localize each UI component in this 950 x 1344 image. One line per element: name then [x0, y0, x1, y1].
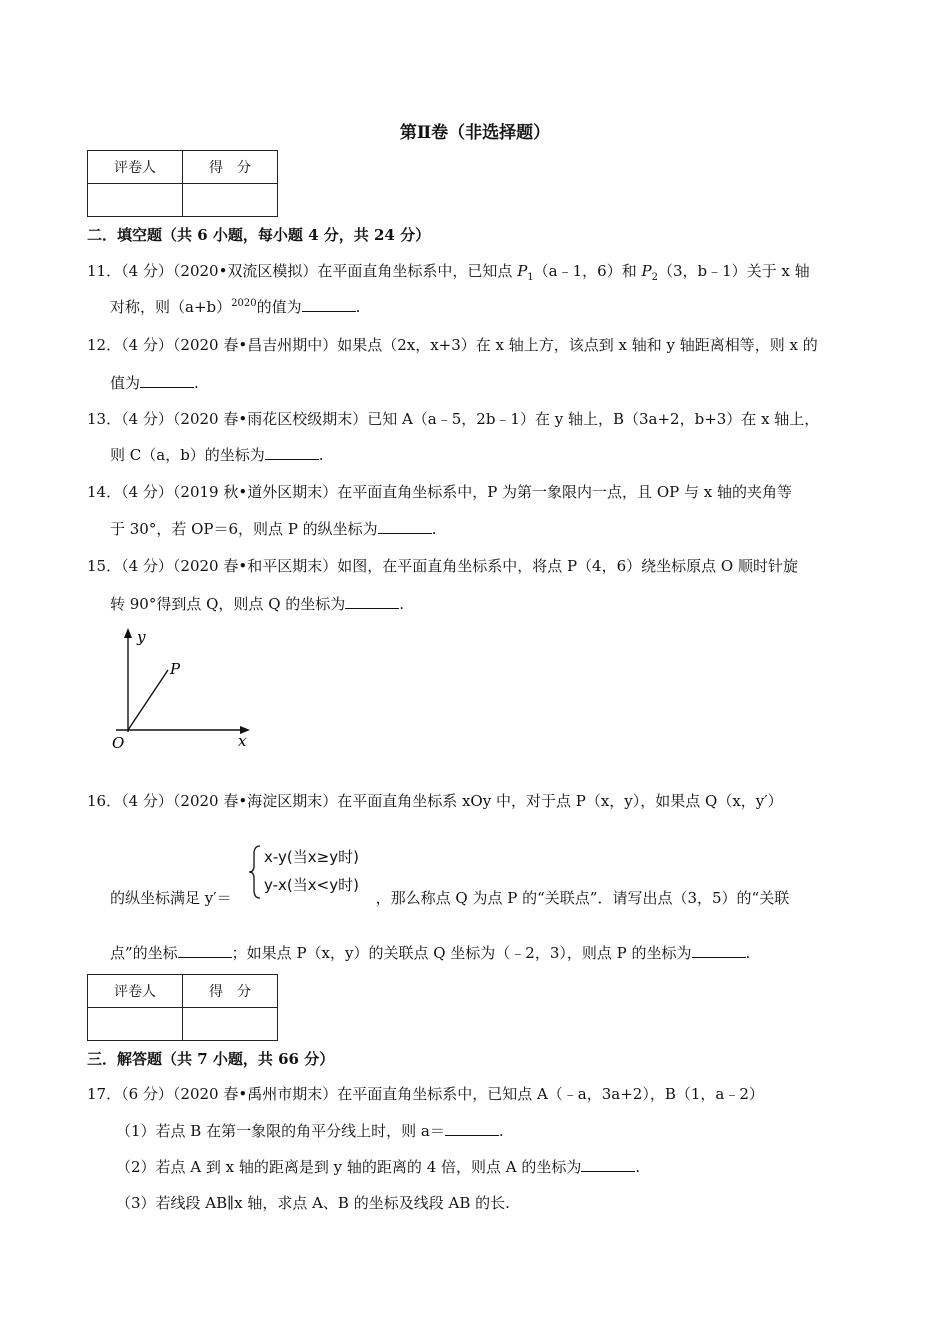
q17-part1: （1）若点 B 在第一象限的角平分线上时，则 a＝ .: [116, 1122, 504, 1140]
y-axis-arrow: [124, 628, 132, 638]
q16-line3: 点”的坐标 ；如果点 P（x，y）的关联点 Q 坐标为（﹣2，3），则点 P 的坐标为 .: [110, 944, 751, 962]
q17-part1-blank[interactable]: [445, 1123, 499, 1136]
q16-answer-blank-1[interactable]: [178, 945, 232, 958]
score-table-2-score-cell[interactable]: [183, 1008, 278, 1041]
q17-part2-blank[interactable]: [581, 1159, 635, 1172]
q15-answer-blank[interactable]: [345, 596, 399, 609]
score-table-grader-header: 评卷人: [88, 151, 183, 184]
q11-line2: 对称，则$(a+b)^{2020}$的值为 .: [110, 298, 361, 316]
score-table-2: [87, 974, 278, 1041]
section-3-heading: 三．解答题（共 7 小题，共 66 分）: [87, 1050, 335, 1068]
segment-op: [128, 670, 168, 730]
q17-line1: 17．（6 分）（2020 春•禹州市期末）在平面直角坐标系中，已知点 A（﹣a，3a+2），B（1，a﹣2）: [87, 1085, 764, 1103]
o-label: O: [112, 734, 125, 752]
q15-line2: 转 90°得到点 Q，则点 Q 的坐标为 .: [110, 595, 405, 613]
q13-line2: 则 C（a，b）的坐标为 .: [110, 446, 324, 464]
score-table-2-grader-cell[interactable]: [88, 1008, 183, 1041]
q11-answer-blank[interactable]: [302, 299, 356, 312]
score-table-score-cell[interactable]: [183, 184, 278, 217]
y-label: y: [137, 628, 146, 646]
q16-line1: 16．（4 分）（2020 春•海淀区期末）在平面直角坐标系 xOy 中，对于点 P（x，y），如果点 Q（x，y′）: [87, 792, 783, 810]
q16-answer-blank-2[interactable]: [692, 945, 746, 958]
score-table-grader-cell[interactable]: [88, 184, 183, 217]
piecewise-case-1: x-y(当x≥y时): [264, 848, 359, 866]
x-label: x: [238, 732, 247, 750]
page-title: 第Ⅱ卷（非选择题）: [399, 123, 551, 143]
q12-line1: 12．（4 分）（2020 春•昌吉州期中）如果点（2x，x+3）在 x 轴上方，该点到 x 轴和 y 轴距离相等，则 x 的: [87, 336, 818, 354]
score-table-score-header: 得 分: [183, 151, 278, 184]
score-table: [87, 150, 278, 217]
p-label: P: [170, 660, 181, 678]
q15-line1: 15．（4 分）（2020 春•和平区期末）如图，在平面直角坐标系中，将点 P（4，6）绕坐标原点 O 顺时针旋: [87, 557, 798, 575]
q17-part3: （3）若线段 AB∥x 轴，求点 A、B 的坐标及线段 AB 的长.: [116, 1194, 510, 1212]
q13-answer-blank[interactable]: [265, 447, 319, 460]
section-2-heading: 二．填空题（共 6 小题，每小题 4 分，共 24 分）: [87, 226, 431, 244]
q15-figure: [104, 624, 264, 754]
q12-answer-blank[interactable]: [140, 375, 194, 388]
q14-line2: 于 30°，若 OP＝6，则点 P 的纵坐标为 .: [110, 520, 437, 538]
score-table-2-score-header: 得 分: [183, 975, 278, 1008]
q14-line1: 14．（4 分）（2019 秋•道外区期末）在平面直角坐标系中，P 为第一象限内一点，且 OP 与 x 轴的夹角等: [87, 483, 792, 501]
q13-line1: 13．（4 分）（2020 春•雨花区校级期末）已知 A（a﹣5，2b﹣1）在 y 轴上，B（3a+2，b+3）在 x 轴上，: [87, 410, 820, 428]
q12-line2: 值为 .: [110, 374, 199, 392]
q16-line2: 的纵坐标满足 y′＝ ，那么称点 Q 为点 P 的“关联点”．请写出点（3，5）的“关联: [110, 889, 790, 907]
q17-part2: （2）若点 A 到 x 轴的距离是到 y 轴的距离的 4 倍，则点 A 的坐标为 .: [116, 1158, 641, 1176]
piecewise-case-2: y-x(当x<y时): [264, 876, 359, 894]
q14-answer-blank[interactable]: [378, 521, 432, 534]
score-table-2-grader-header: 评卷人: [88, 975, 183, 1008]
q11-line1: 11．（4 分）（2020•双流区模拟）在平面直角坐标系中，已知点 $P_1(a﹣1$，6）和 $P_2(3$，b﹣1）关于 x 轴: [87, 262, 810, 283]
